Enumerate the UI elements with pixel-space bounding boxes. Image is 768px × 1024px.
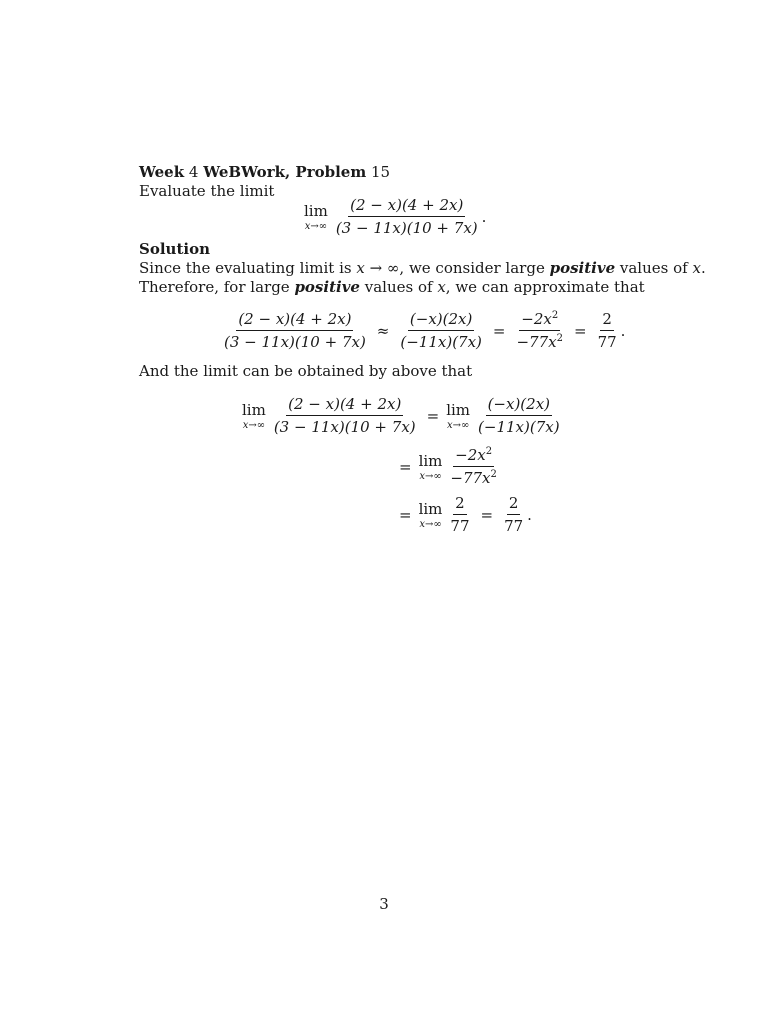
header-week-label: Week — [139, 163, 185, 181]
page-number: 3 — [379, 895, 389, 913]
emphasis-positive: positive — [294, 278, 360, 296]
problem-denominator: (3 − 11x)(10 + 7x) — [335, 219, 478, 237]
approximation-expression: $\frac{(2 - x)(4 + 2x)}{(3 - 11x)(10 + 7x)}$ ≈ $\frac{(-x)(2x)}{(-11x)(7x)}$ = $\frac{-2x^2}{-77x^2}$ = $\frac{2}{77}$ . — [224, 310, 626, 351]
limit-chain-row-3: = lim x→∞ $\frac{2}{77}$ = $\frac{2}{77}$ . — [399, 494, 532, 535]
limit-chain-row-1: lim x→∞ $\frac{(2 - x)(4 + 2x)}{(3 - 11x)(10 + 7x)}$ = lim x→∞ $\frac{(-x)(2x)}{(-11x)(7x)}$ — [242, 395, 560, 436]
solution-heading: Solution — [139, 240, 210, 258]
problem-numerator: (2 − x)(4 + 2x) — [348, 196, 465, 217]
solution-line-2: Therefore, for large positive values of x, we can approximate that — [139, 278, 645, 296]
header-week-number: 4 — [188, 163, 199, 181]
limit-operator: lim x→∞ — [304, 201, 328, 232]
solution-line-1: Since the evaluating limit is x → ∞, we consider large positive values of x. — [139, 259, 706, 277]
problem-prompt: Evaluate the limit — [139, 182, 275, 200]
problem-header — [139, 163, 390, 181]
problem-fraction — [334, 196, 480, 237]
emphasis-positive: positive — [549, 259, 616, 277]
limit-chain-row-2: = lim x→∞ $\frac{-2x^2}{-77x^2}$ — [399, 446, 497, 487]
solution-line-3: And the limit can be obtained by above that — [139, 362, 473, 380]
header-problem-number: 15 — [371, 163, 391, 181]
problem-limit-expression — [304, 196, 486, 237]
header-course-label: WeBWork, Problem — [203, 163, 367, 181]
period: . — [481, 207, 487, 226]
